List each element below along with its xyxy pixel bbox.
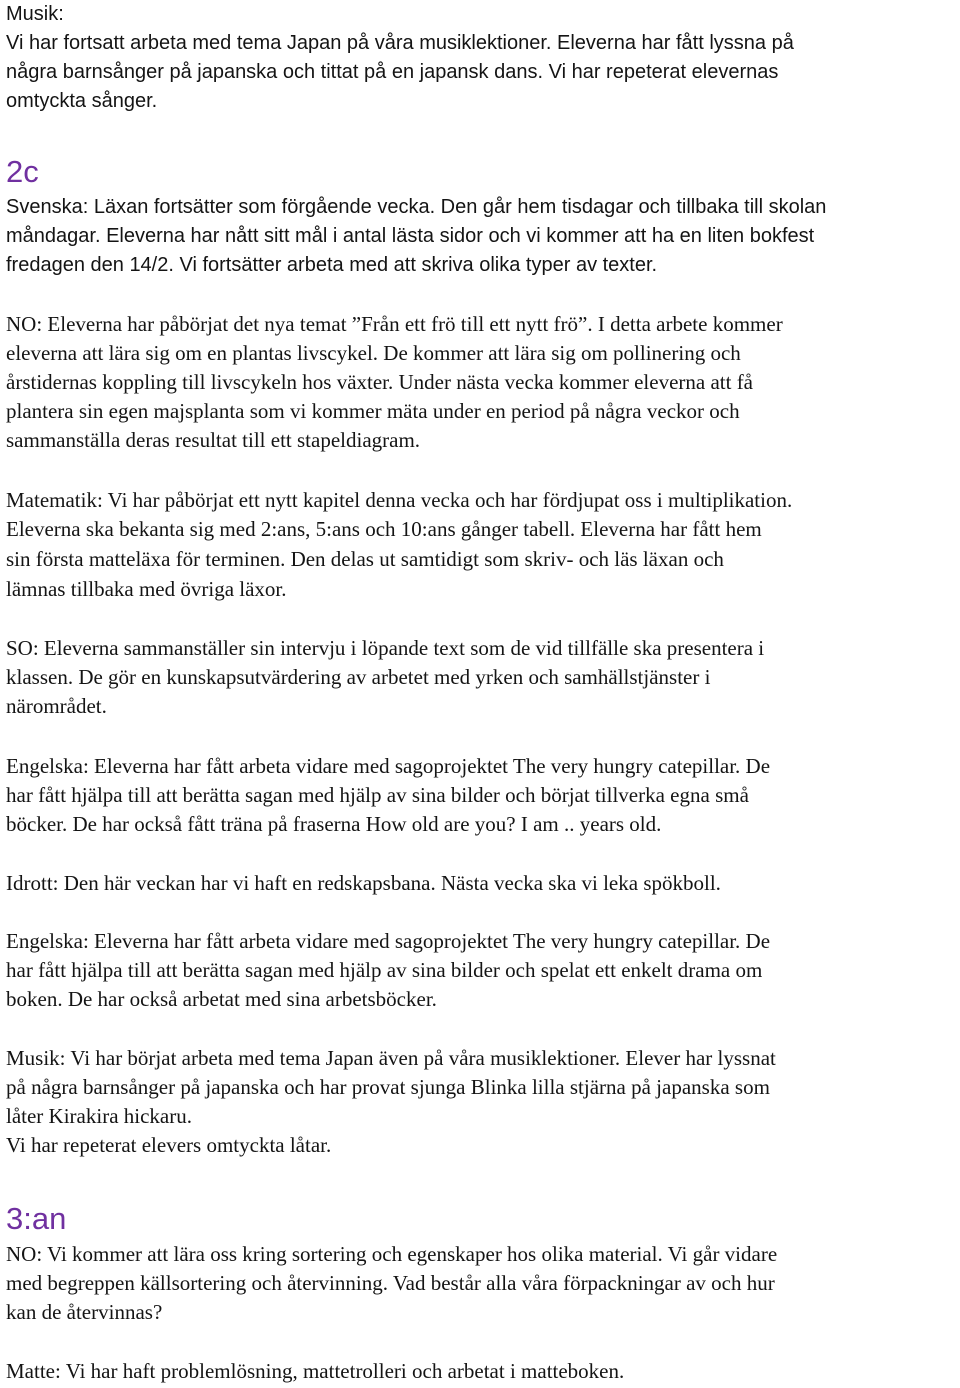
text-line: närområdet.	[6, 694, 107, 718]
text-line: böcker. De har också fått träna på fraserna How old are you? I am .. years old.	[6, 812, 662, 836]
text-line: eleverna att lära sig om en plantas livscykel. De kommer att lära sig om pollinering och	[6, 341, 741, 365]
text-line: NO: Vi kommer att lära oss kring sortering och egenskaper hos olika material. Vi går vidare	[6, 1242, 778, 1266]
text-line: NO: Eleverna har påbörjat det nya temat ”Från ett frö till ett nytt frö”. I detta arbete kommer	[6, 312, 783, 336]
text-line: Idrott: Den här veckan har vi haft en redskapsbana. Nästa vecka ska vi leka spökboll.	[6, 871, 721, 895]
text-line: fredagen den 14/2. Vi fortsätter arbeta med att skriva olika typer av texter.	[6, 254, 658, 276]
text-line: Matematik: Vi har påbörjat ett nytt kapitel denna vecka och har fördjupat oss i multiplikation.	[6, 488, 793, 512]
text-line: några barnsånger på japanska och tittat på en japansk dans. Vi har repeterat elevernas	[6, 61, 779, 83]
text-line: Vi har repeterat elevers omtyckta låtar.	[6, 1133, 332, 1157]
text-line: sammanställa deras resultat till ett stapeldiagram.	[6, 428, 421, 452]
text-line: klassen. De gör en kunskapsutvärdering av arbetet med yrken och samhällstjänster i	[6, 665, 711, 689]
text-line: årstidernas koppling till livscykeln hos växter. Under nästa vecka kommer eleverna att få	[6, 370, 754, 394]
class-heading-2c: 2c	[6, 154, 39, 189]
text-line: måndagar. Eleverna har nått sitt mål i antal lästa sidor och vi kommer att ha en liten bokfest	[6, 225, 815, 247]
text-line: med begreppen källsortering och återvinning. Vad består alla våra förpackningar av och hur	[6, 1271, 775, 1295]
text-line: Matte: Vi har haft problemlösning, mattetrolleri och arbetat i matteboken.	[6, 1359, 625, 1383]
text-line: Vi har fortsatt arbeta med tema Japan på våra musiklektioner. Eleverna har fått lyssna på	[6, 32, 794, 54]
class-heading-3: 3:an	[6, 1201, 67, 1236]
text-line: Eleverna ska bekanta sig med 2:ans, 5:ans och 10:ans gånger tabell. Eleverna har fått hem	[6, 517, 762, 541]
text-line: Engelska: Eleverna har fått arbeta vidare med sagoprojektet The very hungry catepillar. De	[6, 754, 771, 778]
text-line: på några barnsånger på japanska och har provat sjunga Blinka lilla stjärna på japanska som	[6, 1075, 770, 1099]
text-line: lämnas tillbaka med övriga läxor.	[6, 577, 287, 601]
text-line: kan de återvinnas?	[6, 1300, 163, 1324]
text-line: plantera sin egen majsplanta som vi kommer mäta under en period på några veckor och	[6, 399, 740, 423]
text-line: omtyckta sånger.	[6, 90, 158, 112]
text-line: låter Kirakira hickaru.	[6, 1104, 192, 1128]
text-line: har fått hjälpa till att berätta sagan med hjälp av sina bilder och spelat ett enkelt drama om	[6, 958, 763, 982]
text-line: Engelska: Eleverna har fått arbeta vidare med sagoprojektet The very hungry catepillar. De	[6, 929, 771, 953]
text-line: har fått hjälpa till att berätta sagan med hjälp av sina bilder och börjat tillverka egna små	[6, 783, 749, 807]
text-line: Svenska: Läxan fortsätter som förgående vecka. Den går hem tisdagar och tillbaka till skolan	[6, 196, 827, 218]
text-line: Musik:	[6, 3, 64, 25]
text-line: SO: Eleverna sammanställer sin intervju i löpande text som de vid tillfälle ska presentera i	[6, 636, 765, 660]
text-line: Musik: Vi har börjat arbeta med tema Japan även på våra musiklektioner. Elever har lyssnat	[6, 1046, 776, 1070]
text-line: sin första matteläxa för terminen. Den delas ut samtidigt som skriv- och läs läxan och	[6, 547, 724, 571]
text-line: boken. De har också arbetat med sina arbetsböcker.	[6, 987, 437, 1011]
